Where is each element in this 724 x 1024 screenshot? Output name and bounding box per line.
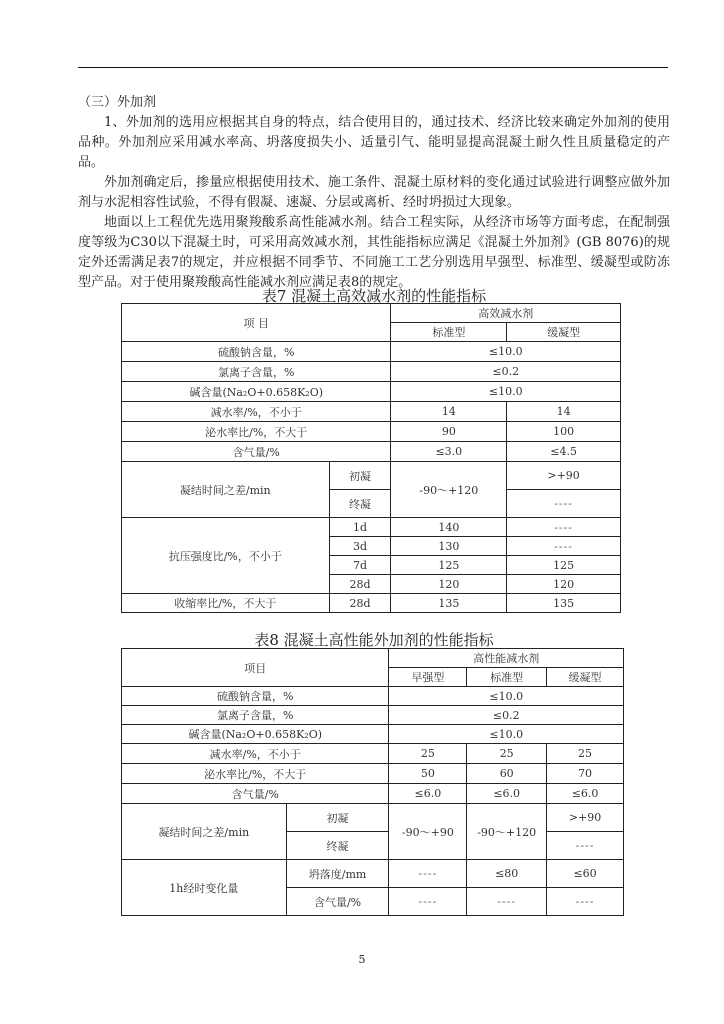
t7-r4-label: 减水率/%，不小于 — [122, 402, 391, 422]
paragraph-2: 外加剂确定后，掺量应根据使用技术、施工条件、混凝土原材料的变化通过试验进行调整应做外加剂与水泥相容性试验，不得有假凝、速凝、分层或离析、经时坍损过大现象。 — [78, 175, 670, 210]
t7-r5-std: 90 — [391, 422, 507, 442]
t8-set-initial: 初凝 — [286, 804, 389, 832]
t8-r6-label: 含气量/% — [122, 784, 389, 804]
t8-1h-label: 1h经时变化量 — [122, 860, 287, 916]
t8-r3-label: 碱含量(Na₂O+0.658K₂O) — [122, 725, 389, 744]
t7-comp-ret: ---- — [507, 518, 621, 537]
t8-air-ret: ---- — [547, 888, 624, 916]
t7-comp-ret: 120 — [507, 575, 621, 594]
t7-comp-age: 3d — [329, 537, 391, 556]
t7-r1-label: 硫酸钠含量，% — [122, 342, 391, 362]
t7-comp-std: 120 — [391, 575, 507, 594]
t8-slump-label: 坍落度/mm — [286, 860, 389, 888]
section-title: （三）外加剂 — [78, 95, 157, 110]
t7-r4-ret: 14 — [507, 402, 621, 422]
t8-r1-label: 硫酸钠含量，% — [122, 687, 389, 706]
t8-r5-early: 50 — [389, 764, 467, 784]
table8 — [121, 648, 624, 916]
t7-r3-value: ≤10.0 — [391, 382, 621, 402]
t8-set-std: -90～+120 — [467, 804, 547, 860]
t8-header-item: 项目 — [122, 649, 389, 687]
t7-shrink-label: 收缩率比/%，不大于 — [122, 594, 330, 613]
t7-comp-std: 140 — [391, 518, 507, 537]
header-rule — [78, 67, 668, 68]
page-number: 5 — [358, 953, 366, 966]
t7-set-value: -90～+120 — [391, 462, 507, 518]
t8-r1-value: ≤10.0 — [389, 687, 624, 706]
t8-slump-ret: ≤60 — [547, 860, 624, 888]
t7-shrink-age: 28d — [329, 594, 391, 613]
t7-comp-std: 130 — [391, 537, 507, 556]
t7-shrink-ret: 135 — [507, 594, 621, 613]
t8-set-final: 终凝 — [286, 832, 389, 860]
t8-r4-early: 25 — [389, 744, 467, 764]
table8-caption: 表8 混凝土高性能外加剂的性能指标 — [254, 631, 494, 649]
t8-slump-std: ≤80 — [467, 860, 547, 888]
t8-set-label: 凝结时间之差/min — [122, 804, 287, 860]
t7-comp-label: 抗压强度比/%，不小于 — [122, 518, 330, 594]
t8-header-retarded: 缓凝型 — [547, 668, 624, 687]
t8-r2-label: 氯离子含量，% — [122, 706, 389, 725]
t8-r3-value: ≤10.0 — [389, 725, 624, 744]
t7-comp-age: 28d — [329, 575, 391, 594]
t7-r6-ret: ≤4.5 — [507, 442, 621, 462]
t7-comp-ret: ---- — [507, 537, 621, 556]
t7-set-label: 凝结时间之差/min — [122, 462, 330, 518]
table7 — [121, 303, 621, 613]
t8-r6-early: ≤6.0 — [389, 784, 467, 804]
table7-caption: 表7 混凝土高效减水剂的性能指标 — [261, 287, 487, 305]
t7-header-standard: 标准型 — [391, 323, 507, 342]
t8-set-ret-final: ---- — [547, 832, 624, 860]
t8-header-group: 高性能减水剂 — [389, 649, 624, 668]
t8-r6-std: ≤6.0 — [467, 784, 547, 804]
t7-set-final: 终凝 — [329, 490, 391, 518]
t7-comp-age: 7d — [329, 556, 391, 575]
t8-air-std: ---- — [467, 888, 547, 916]
t7-r4-std: 14 — [391, 402, 507, 422]
t7-r6-std: ≤3.0 — [391, 442, 507, 462]
t7-r5-ret: 100 — [507, 422, 621, 442]
t7-comp-age: 1d — [329, 518, 391, 537]
t8-r4-ret: 25 — [547, 744, 624, 764]
t7-header-retarded: 缓凝型 — [507, 323, 621, 342]
t7-r3-label: 碱含量(Na₂O+0.658K₂O) — [122, 382, 391, 402]
t8-r5-label: 泌水率比/%，不大于 — [122, 764, 389, 784]
t8-air-early: ---- — [389, 888, 467, 916]
t8-r5-std: 60 — [467, 764, 547, 784]
t7-comp-std: 125 — [391, 556, 507, 575]
t8-header-early: 早强型 — [389, 668, 467, 687]
t7-set-initial: 初凝 — [329, 462, 391, 490]
t8-r4-std: 25 — [467, 744, 547, 764]
t8-slump-early: ---- — [389, 860, 467, 888]
t8-r2-value: ≤0.2 — [389, 706, 624, 725]
t7-r6-label: 含气量/% — [122, 442, 391, 462]
t8-set-ret-initial: >+90 — [547, 804, 624, 832]
t8-set-early: -90～+90 — [389, 804, 467, 860]
t8-r6-ret: ≤6.0 — [547, 784, 624, 804]
t8-r5-ret: 70 — [547, 764, 624, 784]
t8-r4-label: 减水率/%，不小于 — [122, 744, 389, 764]
t7-r2-value: ≤0.2 — [391, 362, 621, 382]
t7-set-ret-initial: >+90 — [507, 462, 621, 490]
t8-air-label: 含气量/% — [286, 888, 389, 916]
t7-header-group: 高效减水剂 — [391, 304, 621, 323]
t7-r5-label: 泌水率比/%，不大于 — [122, 422, 391, 442]
paragraph-3: 地面以上工程优先选用聚羧酸系高性能减水剂。结合工程实际，从经济市场等方面考虑，在配制强度等级为C30以下混凝土时，可采用高效减水剂，其性能指标应满足《混凝土外加剂》(GB 8076)的规定外还需满足表7的规定，并应根据不同季节、不同施工工艺分别选用早强型、标准型、缓凝型或防冻型产品。对于使用聚羧酸高性能减水剂应满足表8的规定。 — [78, 215, 670, 290]
t7-set-ret-final: ---- — [507, 490, 621, 518]
t7-r2-label: 氯离子含量，% — [122, 362, 391, 382]
t7-comp-ret: 125 — [507, 556, 621, 575]
t7-header-item: 项 目 — [122, 304, 391, 342]
t7-shrink-std: 135 — [391, 594, 507, 613]
t8-header-standard: 标准型 — [467, 668, 547, 687]
paragraph-1: 1、外加剂的选用应根据其自身的特点，结合使用目的，通过技术、经济比较来确定外加剂的使用品种。外加剂应采用减水率高、坍落度损失小、适量引气、能明显提高混凝土耐久性且质量稳定的产品。 — [78, 115, 670, 170]
t7-r1-value: ≤10.0 — [391, 342, 621, 362]
